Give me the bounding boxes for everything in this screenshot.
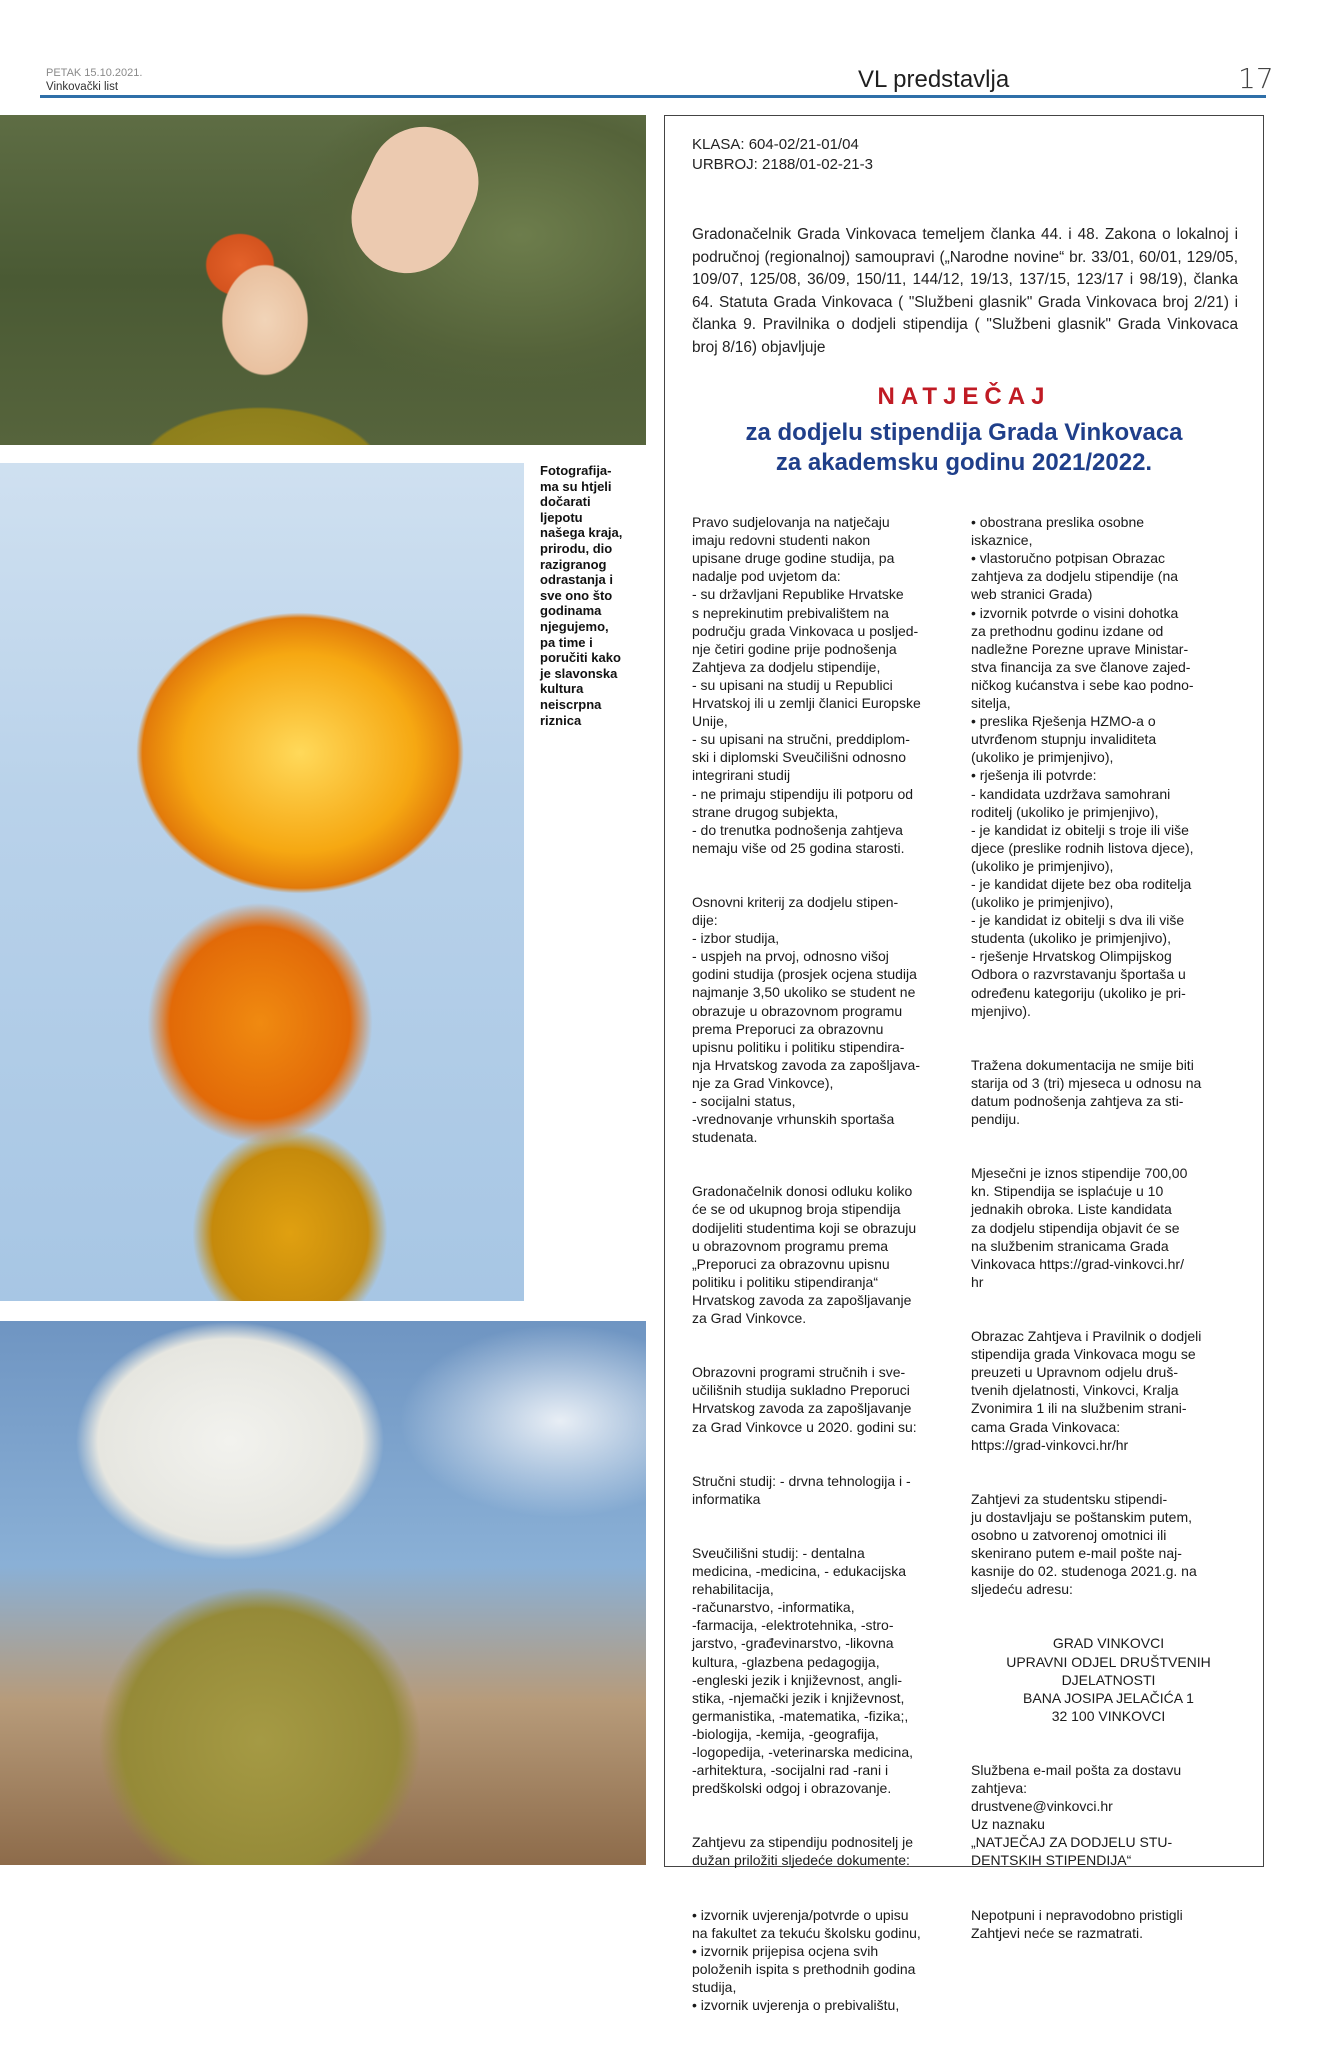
- criteria-paragraph: Osnovni kriterij za dodjelu stipen- dije: - izbor studija, - uspjeh na prvoj, odnosno višoj godini studija (prosjek ocjena studija najmanje 3,50 ukoliko se student ne obrazuje u obrazovnom programu prema Preporuci za obrazovnu upisnu politiku i politiku stipendira- nja Hrvatskog zavoda za zapošljava- nje za Grad Vinkovce), - socijalni status, -vrednovanje vrhunskih sportaša studenata.: [692, 893, 921, 1146]
- professional-studies-paragraph: Stručni studij: - drvna tehnologija i - informatika: [692, 1472, 911, 1507]
- newspaper-name: Vinkovački list: [46, 81, 119, 93]
- documents-list-part-2: • obostrana preslika osobne iskaznice, • vlastoručno potpisan Obrazac zahtjeva za dodjelu stipendije (na web stranici Grada) • izvornik potvrde o visini dohotka za prethodnu godinu izdane od nadležne Porezne uprave Ministar- stva financija za sve članove zajed- ničkog kućanstva i sebe kao podno- sitelja, • preslika Rješenja HZMO-a o utvrđenom stupnju invaliditeta (ukoliko je primjenjivo), • rješenja ili potvrde: - kandidata uzdržava samohrani roditelj (ukoliko je primjenjivo), - je kandidat iz obitelji s troje ili više djece (preslike rodnih listova djece), (ukoliko je primjenjivo), - je kandidat dijete bez oba roditelja (ukoliko je primjenjivo), - je kandidat iz obitelji s dva ili više studenta (ukoliko je primjenjivo), - rješenje Hrvatskog Olimpijskog Odbora o razvrstavanju športaša u određenu kategoriju (ukoliko je pri- mjenjivo).: [971, 514, 1194, 1019]
- photo-white-shirt-olive-skirt: [0, 1321, 646, 1865]
- subtitle-line-2: za akademsku godinu 2021/2022.: [775, 449, 1153, 476]
- documents-intro-paragraph: Zahtjevu za stipendiju podnositelj je dužan priložiti sljedeće dokumente:: [692, 1834, 914, 1869]
- photo-arm-shape: [333, 115, 496, 291]
- subtitle-line-1: za dodjelu stipendija Grada Vinkovaca: [745, 419, 1183, 446]
- photo-caption: Fotografija- ma su htjeli dočarati ljepotu našega kraja, prirodu, dio razigranog odrastanja i sve ono što godinama njegujemo, pa time i poručiti kako je slavonska kultura neiscrpna riznica: [540, 463, 623, 728]
- issue-date: PETAK 15.10.2021.: [46, 67, 143, 79]
- urbroj-line: URBROJ: 2188/01-02-21-3: [692, 156, 873, 173]
- university-studies-paragraph: Sveučilišni studij: - dentalna medicina, -medicina, - edukacijska rehabilitacija, -računarstvo, -informatika, -farmacija, -elektrotehnika, -stro- jarstvo, -građevinarstvo, -likovna kultura, -glazbena pedagogija, -engleski jezik i književnost, angli- stika, -njemački jezik i književnost, germanistika, -matematika, -fizika;, -biologija, -kemija, -geografija, -logopedija, -veterinarska medicina, -arhitektura, -socijalni rad -rani i predškolski odgoj i obrazovanje.: [692, 1544, 913, 1797]
- forms-availability-paragraph: Obrazac Zahtjeva i Pravilnik o dodjeli stipendija grada Vinkovaca mogu se preuzeti u Upravnom odjelu druš- tvenih djelatnosti, Vinkovci, Kralja Zvonimira 1 ili na službenim strani- cama Grada Vinkovaca: https://grad-vinkovci.hr/hr: [971, 1328, 1202, 1453]
- notice-intro: Gradonačelnik Grada Vinkovaca temeljem članka 44. i 48. Zakona o lokalnoj i područnoj (regionalnoj) samoupravi („Narodne novine“ br. 33/01, 60/01, 129/05, 109/07, 125/08, 36/09, 150/11, 144/12, 19/13, 137/15, 123/17 i 98/19), članka 64. Statuta Grada Vinkovaca ( "Službeni glasnik" Grada Vinkovaca broj 2/21) i članka 9. Pravilnika o dodjeli stipendija ( "Službeni glasnik" Grada Vinkovaca broj 8/16) objavljuje: [692, 226, 1238, 356]
- documents-list-part-1: • izvornik uvjerenja/potvrde o upisu na fakultet za tekuću školsku godinu, • izvornik prijepisa ocjena svih položenih ispita s prethodnih godina studija, • izvornik uvjerenja o prebivalištu,: [692, 1906, 921, 2014]
- photo-blurred-orange-hair: [0, 463, 524, 1301]
- closing-paragraph: Nepotpuni i nepravodobno pristigli Zahtjevi neće se razmatrati.: [971, 1906, 1183, 1941]
- documentation-age-paragraph: Tražena dokumentacija ne smije biti starija od 3 (tri) mjeseca u odnosu na datum podnošenja zahtjeva za sti- pendiju.: [971, 1056, 1202, 1128]
- notice-subtitle: [664, 418, 1264, 478]
- stipend-amount-paragraph: Mjesečni je iznos stipendije 700,00 kn. Stipendija se isplaćuje u 10 jednakih obroka. Liste kandidata za dodjelu stipendija objavit će se na službenim stranicama Grada Vinkovaca https://grad-vinkovci.hr/ hr: [971, 1165, 1188, 1290]
- klasa-line: KLASA: 604-02/21-01/04: [692, 136, 859, 153]
- submission-paragraph: Zahtjevi za studentsku stipendi- ju dostavljaju se poštanskim putem, osobno u zatvorenoj omotnici ili skenirano putem e-mail pošte naj- kasnije do 02. studenoga 2021.g. na sljedeću adresu:: [971, 1490, 1197, 1598]
- notice-title: NATJEČAJ: [877, 383, 1051, 410]
- notice-left-column: [692, 495, 960, 2050]
- mayor-decision-paragraph: Gradonačelnik donosi odluku koliko će se od ukupnog broja stipendija dodijeliti studentima koji se obrazuju u obrazovnom programu prema „Preporuci za obrazovnu upisnu politiku i politiku stipendiranja“ Hrvatskog zavoda za zapošljavanje za Grad Vinkovce.: [692, 1183, 917, 1327]
- eligibility-paragraph: Pravo sudjelovanja na natječaju imaju redovni studenti nakon upisane druge godine studija, pa nadalje pod uvjetom da: - su državljani Republike Hrvatske s neprekinutim prebivalištem na području grada Vinkovaca u poslјed- nje četiri godine prije podnošenja Zahtjeva za dodjelu stipendije, - su upisani na studij u Republici Hrvatskoj ili u zemlji članici Europske Unije, - su upisani na stručni, preddiplom- ski i diplomski Sveučilišni odnosno integrirani studij - ne primaju stipendiju ili potporu od strane drugog subjekta, - do trenutka podnošenja zahtjeva nemaju više od 25 godina starosti.: [692, 514, 921, 856]
- postal-address: GRAD VINKOVCI UPRAVNI ODJEL DRUŠTVENIH DJELATNOSTI BANA JOSIPA JELAČIĆA 1 32 100 VINKOVCI: [1006, 1635, 1211, 1724]
- email-paragraph: Službena e-mail pošta za dostavu zahtjeva: drustvene@vinkovci.hr Uz naznaku „NATJEČAJ ZA DODJELU STU- DENTSKIH STIPENDIJA“: [971, 1762, 1182, 1869]
- page-number: 17: [1238, 62, 1274, 95]
- photo-woman-red-hair: [0, 115, 646, 445]
- notice-right-column: [971, 495, 1246, 1978]
- section-title: VL predstavlja: [858, 66, 1010, 93]
- header-divider: [40, 95, 1266, 98]
- programs-intro-paragraph: Obrazovni programi stručnih i sve- učilišnih studija sukladno Preporuci Hrvatskog zavoda za zapošljavanje za Grad Vinkovce u 2020. godini su:: [692, 1364, 917, 1435]
